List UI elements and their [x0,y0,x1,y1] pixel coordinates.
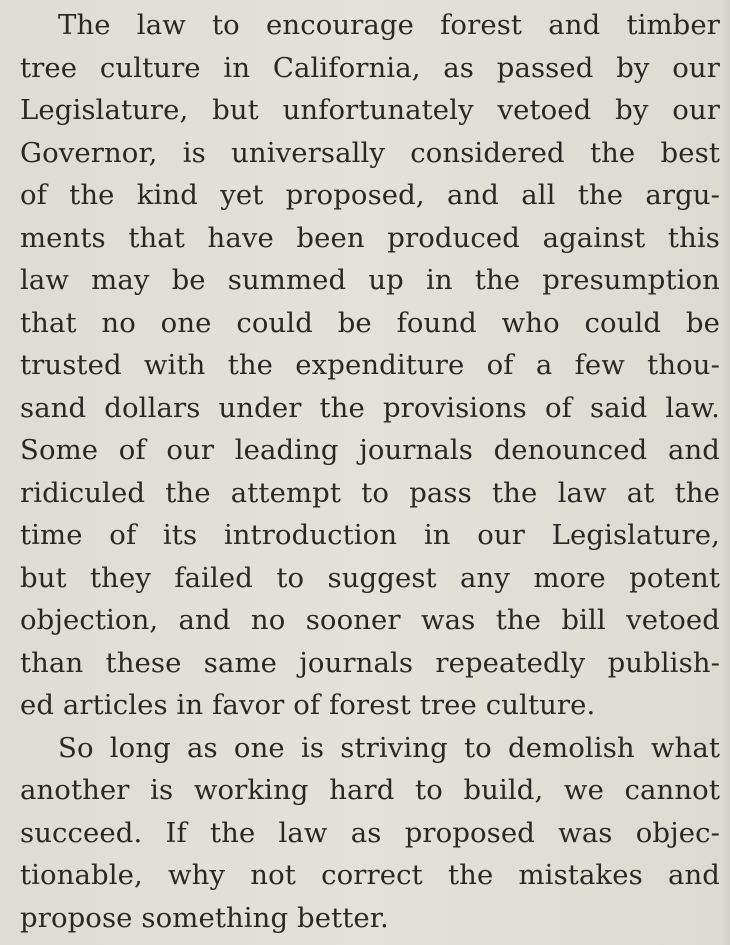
text-line: Some of our leading journals denounced and [20,434,720,466]
paragraph-1 [20,4,720,727]
text-line: Legislature, but unfortunately vetoed by our [20,94,720,126]
text-block [20,4,720,939]
text-line: ridiculed the attempt to pass the law at the [20,476,720,509]
text-line: but they failed to suggest any more potent [20,561,720,594]
text-line: ed articles in favor of forest tree culture. [20,689,596,721]
paragraph-2 [20,727,720,940]
text-line: Governor, is universally considered the best [20,136,720,169]
text-line: tionable, why not correct the mistakes and [20,859,720,891]
text-line: law may be summed up in the presumption [20,264,720,296]
text-line: propose something better. [20,901,389,934]
page-edge-shadow [722,0,730,945]
text-line: of the kind yet proposed, and all the argu- [20,179,720,211]
text-line: than these same journals repeatedly publish- [20,646,720,679]
text-line: trusted with the expenditure of a few thou- [20,349,720,381]
text-line: The law to encourage forest and timber [58,9,720,41]
text-line: tree culture in California, as passed by our [20,51,720,84]
text-line: that no one could be found who could be [20,306,720,339]
text-line: succeed. If the law as proposed was objec- [20,816,720,849]
text-line: sand dollars under the provisions of said law. [20,391,720,424]
text-line: time of its introduction in our Legislature, [20,519,720,551]
text-line: So long as one is striving to demolish what [58,731,720,764]
text-line: another is working hard to build, we cannot [20,774,720,806]
text-line: ments that have been produced against this [20,221,720,254]
text-line: objection, and no sooner was the bill vetoed [20,604,720,636]
